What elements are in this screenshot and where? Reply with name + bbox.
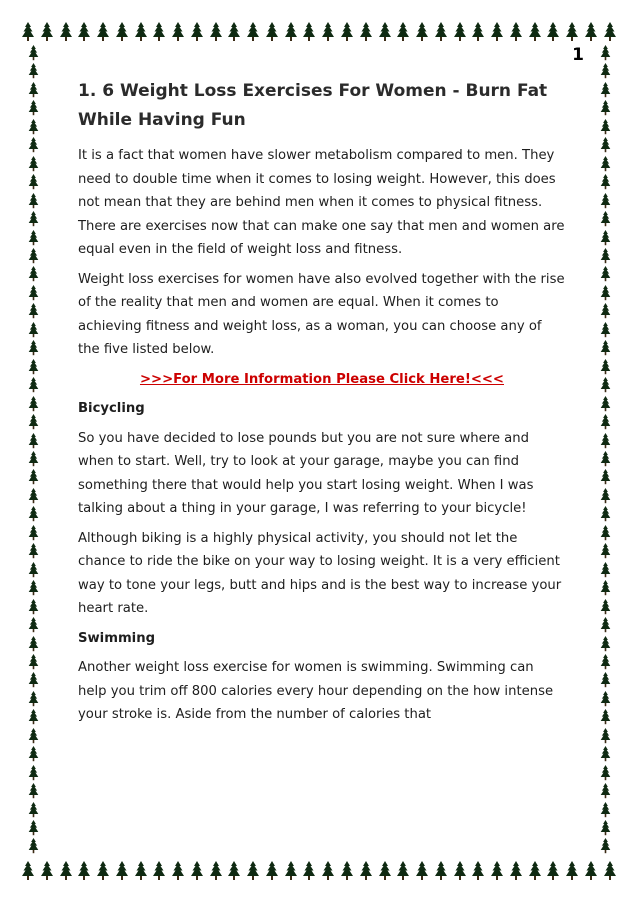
pine-tree-icon <box>600 580 611 596</box>
pine-tree-icon <box>600 266 611 282</box>
pine-tree-icon <box>28 100 39 116</box>
pine-tree-icon <box>435 861 447 881</box>
intro-paragraph: It is a fact that women have slower metabolism compared to men. They need to double time when it comes to losing weight. However, this does not mean that they are behind men when it comes to physical fitness. There are exercises now that can make one say that men and women are equal even in the field of weight loss and fitness. <box>78 148 565 257</box>
pine-tree-icon <box>28 783 39 799</box>
pine-tree-icon <box>28 248 39 264</box>
pine-tree-icon <box>28 599 39 615</box>
pine-tree-icon <box>28 617 39 633</box>
pine-tree-icon <box>228 22 240 42</box>
pine-tree-icon <box>116 22 128 42</box>
section-paragraph: Although biking is a highly physical activity, you should not let the chance to ride the bike on your way to losing weight. It is a very efficient way to tone your legs, butt and hips and is the best way to increase your heart rate. <box>78 530 562 616</box>
pine-tree-icon <box>510 22 522 42</box>
pine-tree-icon <box>585 22 597 42</box>
pine-tree-icon <box>379 861 391 881</box>
pine-tree-icon <box>303 22 315 42</box>
pine-tree-icon <box>28 506 39 522</box>
pine-tree-icon <box>600 82 611 98</box>
pine-tree-icon <box>566 22 578 42</box>
pine-tree-icon <box>604 861 616 881</box>
section-heading-swimming: Swimming <box>78 630 156 646</box>
pine-tree-icon <box>28 174 39 190</box>
pine-tree-icon <box>529 861 541 881</box>
border-top <box>22 19 616 45</box>
pine-tree-icon <box>303 861 315 881</box>
pine-tree-icon <box>97 861 109 881</box>
pine-tree-icon <box>600 746 611 762</box>
pine-tree-icon <box>153 22 165 42</box>
pine-tree-icon <box>600 340 611 356</box>
pine-tree-icon <box>28 156 39 172</box>
more-info-link[interactable]: >>>For More Information Please Click Here!<<< <box>139 371 504 387</box>
pine-tree-icon <box>600 285 611 301</box>
pine-tree-icon <box>228 861 240 881</box>
pine-tree-icon <box>28 746 39 762</box>
pine-tree-icon <box>28 266 39 282</box>
pine-tree-icon <box>566 861 578 881</box>
pine-tree-icon <box>28 636 39 652</box>
pine-tree-icon <box>341 861 353 881</box>
pine-tree-icon <box>472 861 484 881</box>
pine-tree-icon <box>491 861 503 881</box>
pine-tree-icon <box>28 562 39 578</box>
pine-tree-icon <box>247 22 259 42</box>
pine-tree-icon <box>28 359 39 375</box>
border-left <box>24 45 42 855</box>
pine-tree-icon <box>60 22 72 42</box>
pine-tree-icon <box>600 506 611 522</box>
pine-tree-icon <box>600 303 611 319</box>
pine-tree-icon <box>266 22 278 42</box>
pine-tree-icon <box>28 580 39 596</box>
pine-tree-icon <box>28 654 39 670</box>
pine-tree-icon <box>28 820 39 836</box>
pine-tree-icon <box>360 861 372 881</box>
pine-tree-icon <box>28 45 39 61</box>
pine-tree-icon <box>397 861 409 881</box>
pine-tree-icon <box>435 22 447 42</box>
pine-tree-icon <box>600 802 611 818</box>
pine-tree-icon <box>153 861 165 881</box>
pine-tree-icon <box>600 783 611 799</box>
pine-tree-icon <box>360 22 372 42</box>
pine-tree-icon <box>285 22 297 42</box>
pine-tree-icon <box>28 543 39 559</box>
pine-tree-icon <box>600 820 611 836</box>
pine-tree-icon <box>28 802 39 818</box>
pine-tree-icon <box>600 765 611 781</box>
pine-tree-icon <box>28 709 39 725</box>
pine-tree-icon <box>41 861 53 881</box>
pine-tree-icon <box>210 22 222 42</box>
pine-tree-icon <box>600 469 611 485</box>
pine-tree-icon <box>600 156 611 172</box>
pine-tree-icon <box>600 525 611 541</box>
pine-tree-icon <box>600 174 611 190</box>
pine-tree-icon <box>28 469 39 485</box>
pine-tree-icon <box>600 63 611 79</box>
pine-tree-icon <box>28 396 39 412</box>
pine-tree-icon <box>28 525 39 541</box>
section-heading-bicycling: Bicycling <box>78 401 145 416</box>
pine-tree-icon <box>28 340 39 356</box>
pine-tree-icon <box>379 22 391 42</box>
pine-tree-icon <box>600 396 611 412</box>
pine-tree-icon <box>60 861 72 881</box>
pine-tree-icon <box>600 728 611 744</box>
pine-tree-icon <box>172 861 184 881</box>
pine-tree-icon <box>116 861 128 881</box>
pine-tree-icon <box>600 100 611 116</box>
page-number: 1 <box>572 45 584 65</box>
pine-tree-icon <box>172 22 184 42</box>
pine-tree-icon <box>247 861 259 881</box>
pine-tree-icon <box>600 211 611 227</box>
pine-tree-icon <box>510 861 522 881</box>
pine-tree-icon <box>416 861 428 881</box>
pine-tree-icon <box>600 838 611 854</box>
pine-tree-icon <box>454 861 466 881</box>
page-title: 1. 6 Weight Loss Exercises For Women - Burn Fat While Having Fun <box>78 81 548 130</box>
pine-tree-icon <box>547 22 559 42</box>
pine-tree-icon <box>28 728 39 744</box>
pine-tree-icon <box>397 22 409 42</box>
pine-tree-icon <box>22 861 34 881</box>
section-paragraph: So you have decided to lose pounds but you are not sure where and when to start. Well, try to look at your garage, maybe you can find something there that would help you start losing weight. When I was talking about a thing in your garage, I was referring to your bicycle! <box>78 430 534 516</box>
pine-tree-icon <box>135 22 147 42</box>
pine-tree-icon <box>28 303 39 319</box>
pine-tree-icon <box>285 861 297 881</box>
pine-tree-icon <box>28 119 39 135</box>
pine-tree-icon <box>322 861 334 881</box>
border-bottom <box>22 858 616 884</box>
pine-tree-icon <box>604 22 616 42</box>
pine-tree-icon <box>28 451 39 467</box>
pine-tree-icon <box>472 22 484 42</box>
pine-tree-icon <box>600 617 611 633</box>
pine-tree-icon <box>600 377 611 393</box>
pine-tree-icon <box>28 322 39 338</box>
pine-tree-icon <box>28 765 39 781</box>
pine-tree-icon <box>341 22 353 42</box>
pine-tree-icon <box>600 654 611 670</box>
pine-tree-icon <box>28 230 39 246</box>
pine-tree-icon <box>600 248 611 264</box>
pine-tree-icon <box>28 838 39 854</box>
pine-tree-icon <box>191 22 203 42</box>
border-right <box>596 45 614 855</box>
pine-tree-icon <box>600 451 611 467</box>
pine-tree-icon <box>28 488 39 504</box>
pine-tree-icon <box>491 22 503 42</box>
pine-tree-icon <box>28 414 39 430</box>
pine-tree-icon <box>600 414 611 430</box>
pine-tree-icon <box>28 211 39 227</box>
pine-tree-icon <box>600 599 611 615</box>
pine-tree-icon <box>416 22 428 42</box>
pine-tree-icon <box>600 691 611 707</box>
pine-tree-icon <box>600 709 611 725</box>
pine-tree-icon <box>600 137 611 153</box>
pine-tree-icon <box>28 285 39 301</box>
pine-tree-icon <box>585 861 597 881</box>
pine-tree-icon <box>600 322 611 338</box>
section-paragraph: Another weight loss exercise for women is swimming. Swimming can help you trim off 800 calories every hour depending on the how intense your stroke is. Aside from the number of calories that <box>78 660 554 722</box>
pine-tree-icon <box>454 22 466 42</box>
pine-tree-icon <box>22 22 34 42</box>
pine-tree-icon <box>600 359 611 375</box>
pine-tree-icon <box>97 22 109 42</box>
pine-tree-icon <box>529 22 541 42</box>
pine-tree-icon <box>78 861 90 881</box>
pine-tree-icon <box>28 82 39 98</box>
pine-tree-icon <box>41 22 53 42</box>
pine-tree-icon <box>191 861 203 881</box>
pine-tree-icon <box>600 672 611 688</box>
pine-tree-icon <box>210 861 222 881</box>
pine-tree-icon <box>28 433 39 449</box>
pine-tree-icon <box>28 63 39 79</box>
pine-tree-icon <box>600 562 611 578</box>
pine-tree-icon <box>600 230 611 246</box>
pine-tree-icon <box>547 861 559 881</box>
pine-tree-icon <box>600 543 611 559</box>
pine-tree-icon <box>600 193 611 209</box>
pine-tree-icon <box>135 861 147 881</box>
pine-tree-icon <box>600 488 611 504</box>
pine-tree-icon <box>266 861 278 881</box>
pine-tree-icon <box>322 22 334 42</box>
intro-paragraph: Weight loss exercises for women have also evolved together with the rise of the reality that men and women are equal. When it comes to achieving fitness and weight loss, as a woman, you can choose any of the five listed below. <box>78 271 565 357</box>
pine-tree-icon <box>600 433 611 449</box>
pine-tree-icon <box>600 636 611 652</box>
document-body <box>78 77 566 733</box>
pine-tree-icon <box>28 672 39 688</box>
more-info-line <box>78 368 566 392</box>
pine-tree-icon <box>78 22 90 42</box>
pine-tree-icon <box>600 119 611 135</box>
pine-tree-icon <box>28 691 39 707</box>
pine-tree-icon <box>28 137 39 153</box>
pine-tree-icon <box>600 45 611 61</box>
pine-tree-icon <box>28 193 39 209</box>
pine-tree-icon <box>28 377 39 393</box>
